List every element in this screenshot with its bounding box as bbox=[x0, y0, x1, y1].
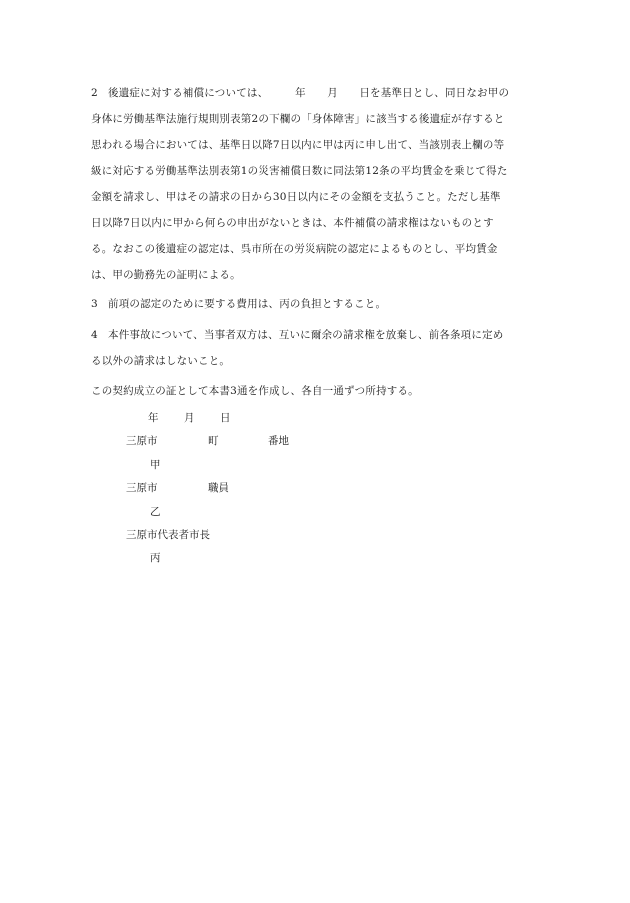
date-day: 日 bbox=[220, 412, 231, 424]
clause-text-line: 思われる場合においては、基準日以降7日以内に甲は丙に申し出て、当該別表上欄の等 bbox=[91, 139, 505, 151]
clause-text-line: 日以降7日以内に甲から何らの申出がないときは、本件補償の請求権はないものとす bbox=[91, 217, 494, 229]
party-c-role: 丙 bbox=[150, 552, 161, 564]
clause-text-line: 前項の認定のために要する費用は、丙の負担とすること。 bbox=[108, 298, 387, 310]
clause-text-line: 後遺症に対する補償については、 年 月 日を基準日とし、同日なお甲の bbox=[108, 87, 510, 99]
closing-statement: この契約成立の証として本書3通を作成し、各自一通ずつ所持する。 bbox=[91, 385, 419, 397]
clause-text-line: 金額を請求し、甲はその請求の日から30日以内にその金額を支払うこと。ただし基準 bbox=[91, 191, 501, 203]
clause-text-line: る以外の請求はしないこと。 bbox=[91, 355, 231, 367]
party-b-employee: 職員 bbox=[208, 482, 229, 494]
clause-text-line: は、甲の勤務先の証明による。 bbox=[91, 269, 241, 281]
party-c-org: 三原市代表者市長 bbox=[126, 529, 210, 541]
clause-number: 3 bbox=[91, 298, 98, 310]
clause-number: 2 bbox=[91, 87, 98, 99]
party-a-lot: 番地 bbox=[268, 435, 289, 447]
clause-text-line: 本件事故について、当事者双方は、互いに爾余の請求権を放棄し、前各条項に定め bbox=[108, 329, 504, 341]
party-b-role: 乙 bbox=[150, 506, 161, 518]
clause-text-line: る。なおこの後遺症の認定は、呉市所在の労災病院の認定によるものとし、平均賃金 bbox=[91, 243, 498, 255]
party-a-role: 甲 bbox=[150, 459, 161, 471]
party-b-city: 三原市 bbox=[126, 482, 158, 494]
date-month: 月 bbox=[184, 412, 195, 424]
date-year: 年 bbox=[148, 412, 159, 424]
clause-text-line: 身体に労働基準法施行規則別表第2の下欄の「身体障害」に該当する後遺症が存すると bbox=[91, 113, 505, 125]
clause-text-line: 級に対応する労働基準法別表第1の災害補償日数に同法第12条の平均賃金を乗じて得た bbox=[91, 165, 508, 177]
clause-number: 4 bbox=[91, 329, 98, 341]
party-a-city: 三原市 bbox=[126, 435, 158, 447]
party-a-town: 町 bbox=[208, 435, 219, 447]
